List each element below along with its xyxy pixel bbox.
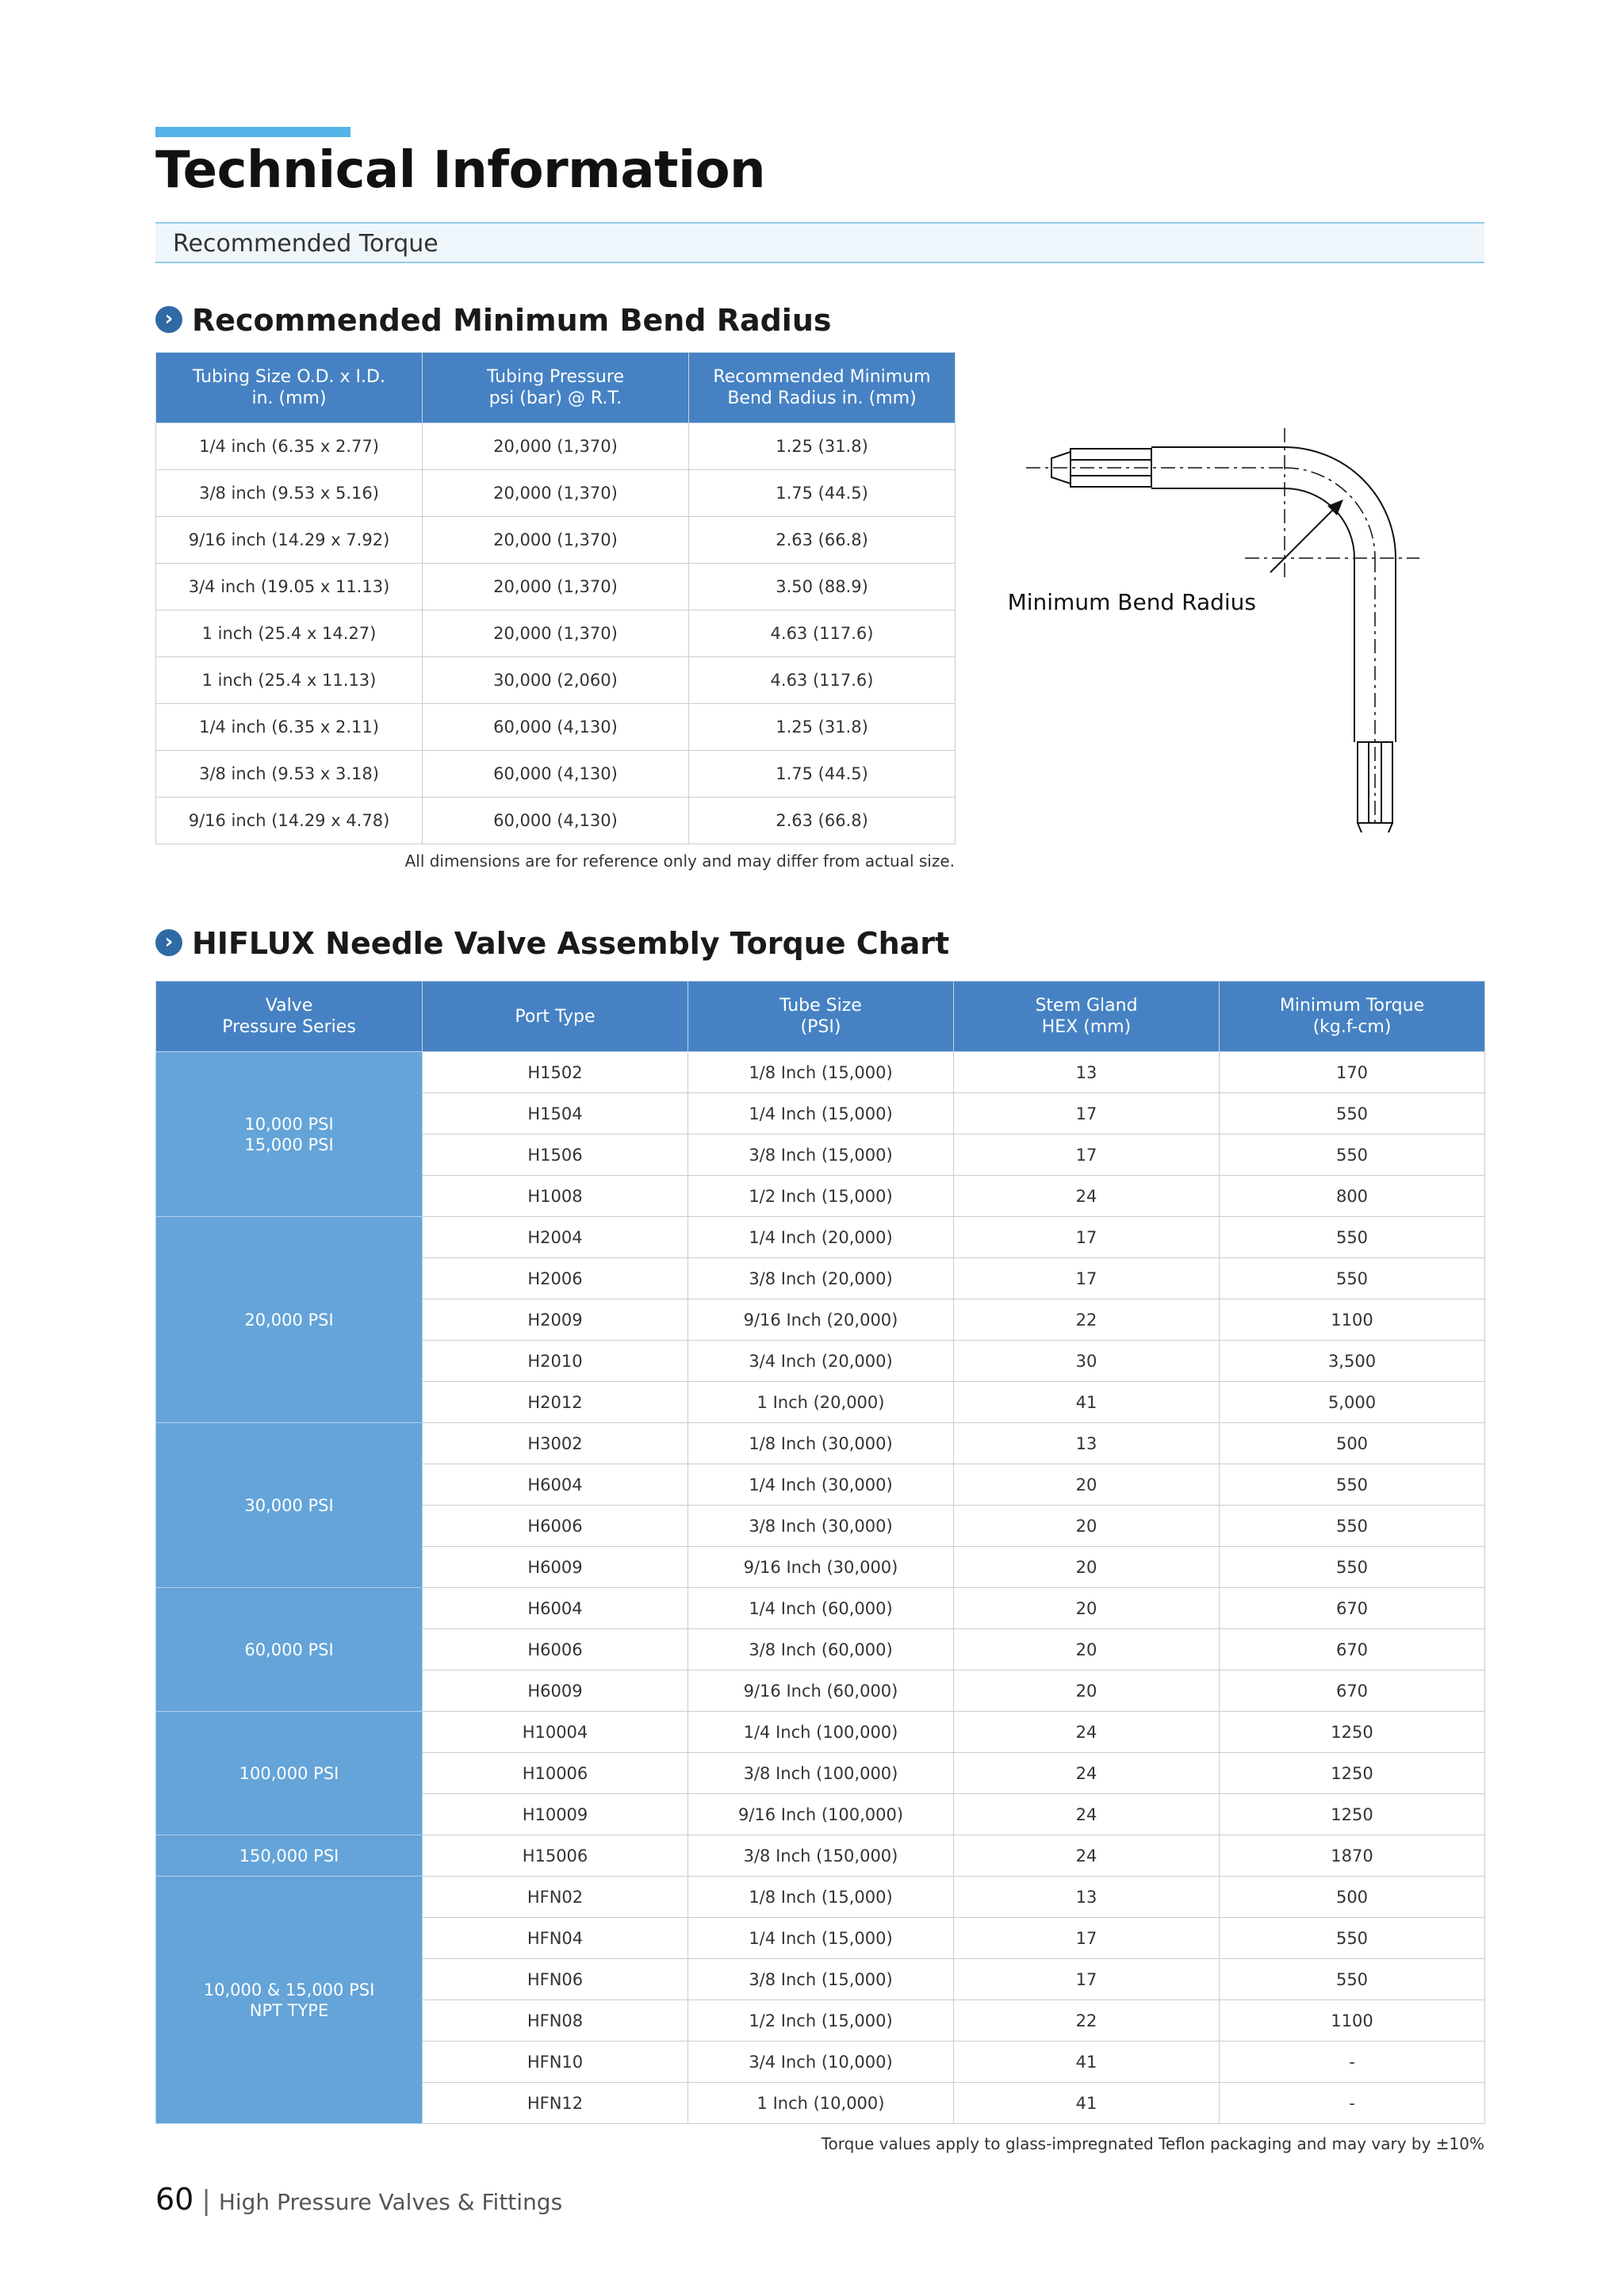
table-cell: 1100 bbox=[1220, 2000, 1485, 2042]
table-cell: - bbox=[1220, 2042, 1485, 2083]
table-cell: HFN10 bbox=[423, 2042, 688, 2083]
table-cell: 800 bbox=[1220, 1176, 1485, 1217]
table-cell: 550 bbox=[1220, 1547, 1485, 1588]
column-header: Port Type bbox=[423, 982, 688, 1052]
table-cell: 3/8 Inch (150,000) bbox=[688, 1835, 954, 1877]
table-cell: 3/8 Inch (100,000) bbox=[688, 1753, 954, 1794]
footer-title: High Pressure Valves & Fittings bbox=[218, 2189, 563, 2215]
table-cell: 41 bbox=[954, 2083, 1220, 2124]
pressure-series-cell: 150,000 PSI bbox=[156, 1835, 423, 1877]
table-cell: 3/4 Inch (10,000) bbox=[688, 2042, 954, 2083]
subtitle-text: Recommended Torque bbox=[173, 230, 439, 258]
table-cell: H6006 bbox=[423, 1506, 688, 1547]
table-cell: 3/4 Inch (20,000) bbox=[688, 1341, 954, 1382]
table-cell: 3/8 Inch (60,000) bbox=[688, 1629, 954, 1670]
table-cell: 9/16 Inch (20,000) bbox=[688, 1299, 954, 1341]
bend-table-note: All dimensions are for reference only and may differ from actual size. bbox=[404, 851, 955, 871]
table-cell: 1/4 Inch (15,000) bbox=[688, 1093, 954, 1135]
table-cell: 3/8 Inch (15,000) bbox=[688, 1135, 954, 1176]
column-header: Minimum Torque (kg.f-cm) bbox=[1220, 982, 1485, 1052]
table-cell: 550 bbox=[1220, 1258, 1485, 1299]
table-row bbox=[156, 1052, 1485, 1093]
torque-chart-table bbox=[155, 981, 1485, 2124]
table-cell: 24 bbox=[954, 1753, 1220, 1794]
table-cell: 1250 bbox=[1220, 1712, 1485, 1753]
table-cell: 1 inch (25.4 x 11.13) bbox=[156, 657, 423, 704]
bent-tube-drawing bbox=[1023, 420, 1435, 832]
table-cell: 1250 bbox=[1220, 1794, 1485, 1835]
table-cell: H2006 bbox=[423, 1258, 688, 1299]
table-cell: 1/4 Inch (15,000) bbox=[688, 1918, 954, 1959]
table-cell: 41 bbox=[954, 1382, 1220, 1423]
table-cell: 13 bbox=[954, 1052, 1220, 1093]
table-cell: 22 bbox=[954, 2000, 1220, 2042]
table-row bbox=[156, 704, 956, 751]
table-cell: 1/4 Inch (30,000) bbox=[688, 1464, 954, 1506]
table-cell: 17 bbox=[954, 1217, 1220, 1258]
table-cell: H15006 bbox=[423, 1835, 688, 1877]
table-cell: 20 bbox=[954, 1464, 1220, 1506]
bend-radius-diagram bbox=[1023, 420, 1435, 832]
table-cell: 170 bbox=[1220, 1052, 1485, 1093]
table-cell: H1502 bbox=[423, 1052, 688, 1093]
table-cell: 1100 bbox=[1220, 1299, 1485, 1341]
table-cell: 1/4 Inch (20,000) bbox=[688, 1217, 954, 1258]
torque-section-title: HIFLUX Needle Valve Assembly Torque Chart bbox=[192, 926, 950, 961]
table-cell: 550 bbox=[1220, 1918, 1485, 1959]
table-row bbox=[156, 1835, 1485, 1877]
bend-radius-label: Minimum Bend Radius bbox=[1007, 589, 1256, 615]
table-cell: 1 Inch (10,000) bbox=[688, 2083, 954, 2124]
table-cell: 20,000 (1,370) bbox=[423, 470, 689, 517]
table-cell: 1 Inch (20,000) bbox=[688, 1382, 954, 1423]
table-cell: 1.75 (44.5) bbox=[689, 470, 956, 517]
table-cell: 670 bbox=[1220, 1670, 1485, 1712]
table-cell: H1506 bbox=[423, 1135, 688, 1176]
table-cell: 2.63 (66.8) bbox=[689, 798, 956, 844]
table-cell: 1250 bbox=[1220, 1753, 1485, 1794]
page-footer bbox=[155, 2182, 562, 2217]
table-cell: 3/8 Inch (15,000) bbox=[688, 1959, 954, 2000]
table-cell: 550 bbox=[1220, 1093, 1485, 1135]
column-header: Tubing Pressure psi (bar) @ R.T. bbox=[423, 353, 689, 423]
table-cell: 24 bbox=[954, 1794, 1220, 1835]
table-cell: 1/4 inch (6.35 x 2.77) bbox=[156, 423, 423, 470]
table-row bbox=[156, 610, 956, 657]
table-cell: 1/8 Inch (30,000) bbox=[688, 1423, 954, 1464]
table-cell: 30 bbox=[954, 1341, 1220, 1382]
table-cell: 9/16 Inch (100,000) bbox=[688, 1794, 954, 1835]
table-row bbox=[156, 1588, 1485, 1629]
table-cell: HFN08 bbox=[423, 2000, 688, 2042]
pressure-series-cell: 20,000 PSI bbox=[156, 1217, 423, 1423]
table-cell: HFN04 bbox=[423, 1918, 688, 1959]
table-cell: H6009 bbox=[423, 1547, 688, 1588]
table-cell: 41 bbox=[954, 2042, 1220, 2083]
table-cell: H10009 bbox=[423, 1794, 688, 1835]
bend-radius-table bbox=[155, 352, 956, 844]
table-cell: 9/16 inch (14.29 x 7.92) bbox=[156, 517, 423, 564]
table-cell: 3/4 inch (19.05 x 11.13) bbox=[156, 564, 423, 610]
table-cell: 60,000 (4,130) bbox=[423, 751, 689, 798]
table-cell: 20,000 (1,370) bbox=[423, 517, 689, 564]
table-cell: 4.63 (117.6) bbox=[689, 657, 956, 704]
table-cell: HFN06 bbox=[423, 1959, 688, 2000]
pressure-series-cell: 10,000 & 15,000 PSI NPT TYPE bbox=[156, 1877, 423, 2124]
table-row bbox=[156, 1877, 1485, 1918]
table-cell: H3002 bbox=[423, 1423, 688, 1464]
table-cell: 17 bbox=[954, 1093, 1220, 1135]
table-cell: 4.63 (117.6) bbox=[689, 610, 956, 657]
table-cell: 1/8 Inch (15,000) bbox=[688, 1877, 954, 1918]
table-cell: 60,000 (4,130) bbox=[423, 798, 689, 844]
footer-separator: | bbox=[201, 2185, 211, 2217]
radius-arrow bbox=[1270, 509, 1334, 572]
table-cell: 1 inch (25.4 x 14.27) bbox=[156, 610, 423, 657]
table-cell: 1/8 Inch (15,000) bbox=[688, 1052, 954, 1093]
table-cell: 20 bbox=[954, 1670, 1220, 1712]
column-header: Stem Gland HEX (mm) bbox=[954, 982, 1220, 1052]
table-cell: 3/8 inch (9.53 x 5.16) bbox=[156, 470, 423, 517]
table-cell: 20,000 (1,370) bbox=[423, 564, 689, 610]
table-cell: H6004 bbox=[423, 1464, 688, 1506]
table-cell: - bbox=[1220, 2083, 1485, 2124]
table-cell: 30,000 (2,060) bbox=[423, 657, 689, 704]
table-cell: HFN02 bbox=[423, 1877, 688, 1918]
table-cell: 1.25 (31.8) bbox=[689, 423, 956, 470]
table-cell: 9/16 Inch (30,000) bbox=[688, 1547, 954, 1588]
table-cell: 3/8 Inch (20,000) bbox=[688, 1258, 954, 1299]
table-row bbox=[156, 517, 956, 564]
table-cell: 9/16 Inch (60,000) bbox=[688, 1670, 954, 1712]
table-cell: H10004 bbox=[423, 1712, 688, 1753]
table-cell: 1/4 Inch (60,000) bbox=[688, 1588, 954, 1629]
table-cell: 1/2 Inch (15,000) bbox=[688, 2000, 954, 2042]
table-row bbox=[156, 751, 956, 798]
table-cell: 3.50 (88.9) bbox=[689, 564, 956, 610]
table-cell: 550 bbox=[1220, 1464, 1485, 1506]
table-cell: 2.63 (66.8) bbox=[689, 517, 956, 564]
table-cell: 1.75 (44.5) bbox=[689, 751, 956, 798]
table-header-row bbox=[156, 353, 956, 423]
chevron-right-icon: › bbox=[155, 929, 182, 956]
table-cell: H1008 bbox=[423, 1176, 688, 1217]
table-row bbox=[156, 423, 956, 470]
column-header: Tube Size (PSI) bbox=[688, 982, 954, 1052]
pressure-series-cell: 10,000 PSI 15,000 PSI bbox=[156, 1052, 423, 1217]
column-header: Tubing Size O.D. x I.D. in. (mm) bbox=[156, 353, 423, 423]
pressure-series-cell: 100,000 PSI bbox=[156, 1712, 423, 1835]
table-cell: 17 bbox=[954, 1135, 1220, 1176]
table-cell: 20 bbox=[954, 1506, 1220, 1547]
table-cell: H6004 bbox=[423, 1588, 688, 1629]
chevron-right-icon: › bbox=[155, 306, 182, 333]
table-cell: H6006 bbox=[423, 1629, 688, 1670]
table-cell: 500 bbox=[1220, 1423, 1485, 1464]
table-cell: 20,000 (1,370) bbox=[423, 423, 689, 470]
table-cell: 20,000 (1,370) bbox=[423, 610, 689, 657]
table-cell: H1504 bbox=[423, 1093, 688, 1135]
column-header: Recommended Minimum Bend Radius in. (mm) bbox=[689, 353, 956, 423]
table-cell: 670 bbox=[1220, 1629, 1485, 1670]
table-cell: 500 bbox=[1220, 1877, 1485, 1918]
table-cell: 17 bbox=[954, 1959, 1220, 2000]
pressure-series-cell: 60,000 PSI bbox=[156, 1588, 423, 1712]
table-cell: 9/16 inch (14.29 x 4.78) bbox=[156, 798, 423, 844]
table-cell: 1/4 inch (6.35 x 2.11) bbox=[156, 704, 423, 751]
table-cell: H6009 bbox=[423, 1670, 688, 1712]
table-cell: 20 bbox=[954, 1547, 1220, 1588]
table-cell: 13 bbox=[954, 1877, 1220, 1918]
table-header-row bbox=[156, 982, 1485, 1052]
table-row bbox=[156, 657, 956, 704]
table-cell: H2010 bbox=[423, 1341, 688, 1382]
table-cell: 1870 bbox=[1220, 1835, 1485, 1877]
table-cell: 550 bbox=[1220, 1959, 1485, 2000]
table-cell: H10006 bbox=[423, 1753, 688, 1794]
pressure-series-cell: 30,000 PSI bbox=[156, 1423, 423, 1588]
table-row bbox=[156, 1423, 1485, 1464]
table-row bbox=[156, 1712, 1485, 1753]
table-cell: 5,000 bbox=[1220, 1382, 1485, 1423]
table-cell: 3/8 Inch (30,000) bbox=[688, 1506, 954, 1547]
table-cell: 1/4 Inch (100,000) bbox=[688, 1712, 954, 1753]
table-row bbox=[156, 1217, 1485, 1258]
table-cell: 13 bbox=[954, 1423, 1220, 1464]
table-cell: 3/8 inch (9.53 x 3.18) bbox=[156, 751, 423, 798]
page-title: Technical Information bbox=[155, 141, 766, 200]
table-cell: 22 bbox=[954, 1299, 1220, 1341]
table-cell: H2009 bbox=[423, 1299, 688, 1341]
table-cell: 550 bbox=[1220, 1135, 1485, 1176]
table-cell: 24 bbox=[954, 1176, 1220, 1217]
table-cell: 1.25 (31.8) bbox=[689, 704, 956, 751]
table-cell: H2012 bbox=[423, 1382, 688, 1423]
table-cell: 24 bbox=[954, 1835, 1220, 1877]
table-row bbox=[156, 798, 956, 844]
table-cell: 20 bbox=[954, 1629, 1220, 1670]
bend-section-title: Recommended Minimum Bend Radius bbox=[192, 303, 832, 338]
table-cell: 20 bbox=[954, 1588, 1220, 1629]
subtitle-bar bbox=[155, 222, 1484, 263]
torque-table-note: Torque values apply to glass-impregnated Teflon packaging and may vary by ±10% bbox=[821, 2134, 1484, 2153]
table-cell: 24 bbox=[954, 1712, 1220, 1753]
table-cell: 1/2 Inch (15,000) bbox=[688, 1176, 954, 1217]
table-cell: H2004 bbox=[423, 1217, 688, 1258]
table-cell: 17 bbox=[954, 1918, 1220, 1959]
table-row bbox=[156, 564, 956, 610]
table-row bbox=[156, 470, 956, 517]
page-number: 60 bbox=[155, 2182, 194, 2217]
table-cell: HFN12 bbox=[423, 2083, 688, 2124]
table-cell: 17 bbox=[954, 1258, 1220, 1299]
column-header: Valve Pressure Series bbox=[156, 982, 423, 1052]
table-cell: 550 bbox=[1220, 1506, 1485, 1547]
title-accent-bar bbox=[155, 127, 350, 137]
table-cell: 670 bbox=[1220, 1588, 1485, 1629]
table-cell: 550 bbox=[1220, 1217, 1485, 1258]
table-cell: 60,000 (4,130) bbox=[423, 704, 689, 751]
table-cell: 3,500 bbox=[1220, 1341, 1485, 1382]
